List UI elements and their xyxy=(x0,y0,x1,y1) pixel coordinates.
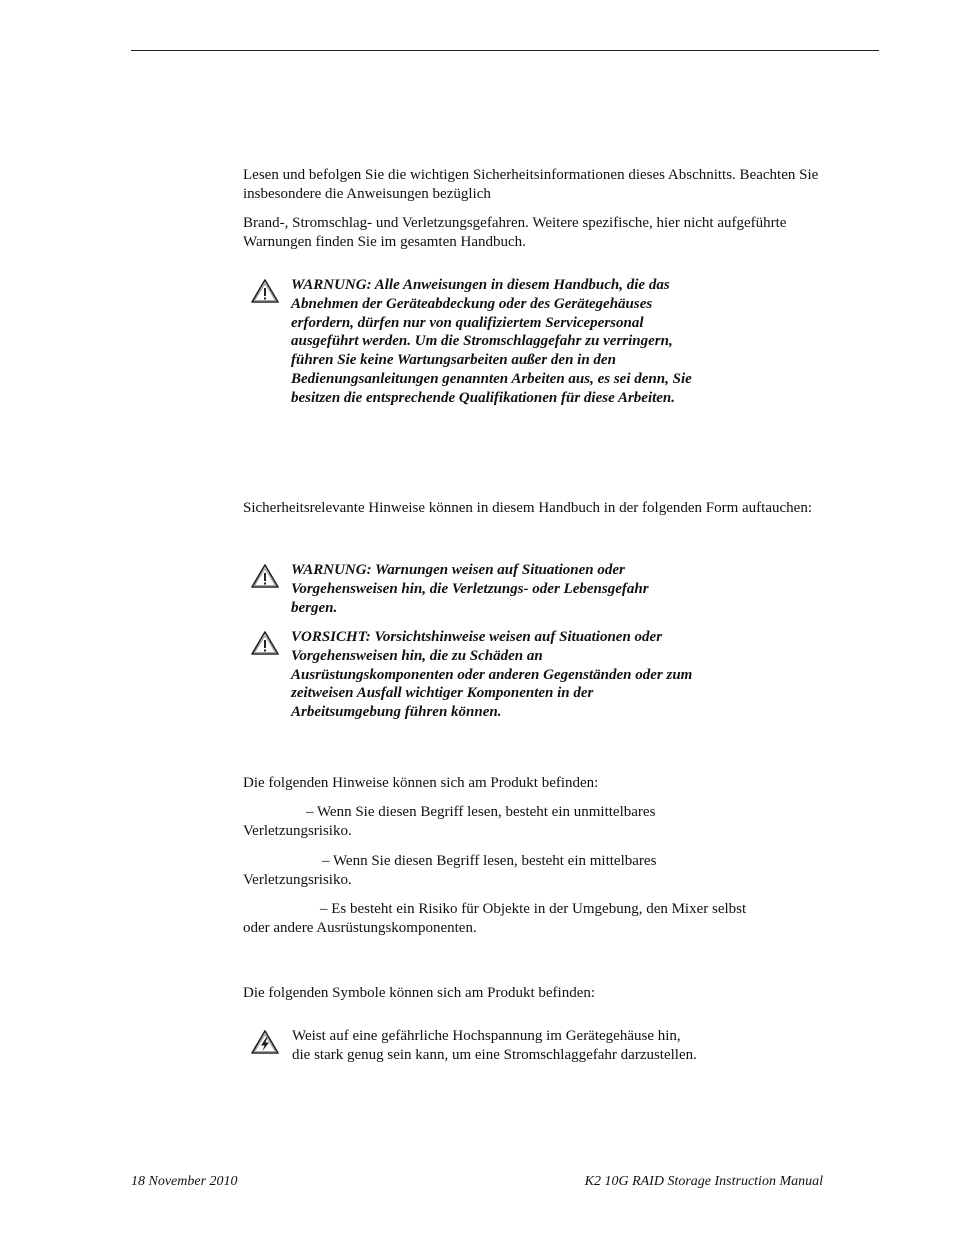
product-notice-item-1-line-1: – Wenn Sie diesen Begriff lesen, besteht ein unmittelbares xyxy=(306,804,656,820)
product-notices-intro: Die folgenden Hinweise können sich am Produkt befinden: xyxy=(243,775,599,791)
product-notice-item-1 xyxy=(243,803,823,841)
notice-warning-text: WARNUNG: Warnungen weisen auf Situationen oder Vorgehensweisen hin, die Verletzungs- oder Lebensgefahr bergen. xyxy=(291,562,649,616)
notice-warning-block xyxy=(250,561,770,617)
header-rule xyxy=(131,50,879,51)
product-notice-item-2-line-1: – Wenn Sie diesen Begriff lesen, besteht ein mittelbares xyxy=(322,853,657,869)
intro-paragraph-1: Lesen und befolgen Sie die wichtigen Sicherheitsinformationen dieses Abschnitts. Beachten Sie insbesondere die Anweisungen bezüglich xyxy=(243,167,819,202)
main-warning-block xyxy=(250,276,770,408)
warning-triangle-icon xyxy=(250,278,280,304)
symbols-intro: Die folgenden Symbole können sich am Produkt befinden: xyxy=(243,985,596,1001)
footer-title: K2 10G RAID Storage Instruction Manual xyxy=(584,1174,823,1189)
notice-caution-block xyxy=(250,628,770,722)
main-warning-text: WARNUNG: Alle Anweisungen in diesem Handbuch, die das Abnehmen der Geräteabdeckung oder des Gerätegehäuses erfordern, dürfen nur von qualifiziertem Servicepersonal ausgeführt werden. Um die Stromschlaggefahr zu verringern, führen Sie keine Wartungsarbeiten außer den in den Bedienungsanleitungen genannten Arbeiten aus, es sei denn, Sie besitzen die entsprechende Qualifikationen für diese Arbeiten. xyxy=(291,277,692,406)
product-notice-item-2 xyxy=(243,852,823,890)
product-notice-item-3-line-2: oder andere Ausrüstungskomponenten. xyxy=(243,920,477,936)
warning-triangle-icon xyxy=(250,563,280,589)
product-notice-item-1-line-2: Verletzungsrisiko. xyxy=(243,823,352,839)
intro-paragraph-2: Brand-, Stromschlag- und Verletzungsgefahren. Weitere spezifische, hier nicht aufgeführte Warnungen finden Sie im gesamten Handbuch. xyxy=(243,215,787,250)
caution-triangle-icon xyxy=(250,630,280,656)
high-voltage-text: Weist auf eine gefährliche Hochspannung im Gerätegehäuse hin, die stark genug sein kann, um eine Stromschlaggefahr darzustellen. xyxy=(292,1028,697,1063)
footer-date: 18 November 2010 xyxy=(131,1174,238,1189)
notice-caution-text: VORSICHT: Vorsichtshinweise weisen auf Situationen oder Vorgehensweisen hin, die zu Schäden an Ausrüstungskomponenten oder anderen Gegenständen oder zum zeitweisen Ausfall wichtiger Komponenten in der Arbeitsumgebung führen können. xyxy=(291,629,693,721)
product-notice-item-3 xyxy=(243,900,823,938)
high-voltage-icon xyxy=(250,1029,280,1055)
notices-intro: Sicherheitsrelevante Hinweise können in diesem Handbuch in der folgenden Form auftauchen: xyxy=(243,500,812,516)
product-notice-item-3-line-1: – Es besteht ein Risiko für Objekte in der Umgebung, den Mixer selbst xyxy=(320,901,747,917)
high-voltage-block xyxy=(250,1027,770,1065)
product-notice-item-2-line-2: Verletzungsrisiko. xyxy=(243,872,352,888)
